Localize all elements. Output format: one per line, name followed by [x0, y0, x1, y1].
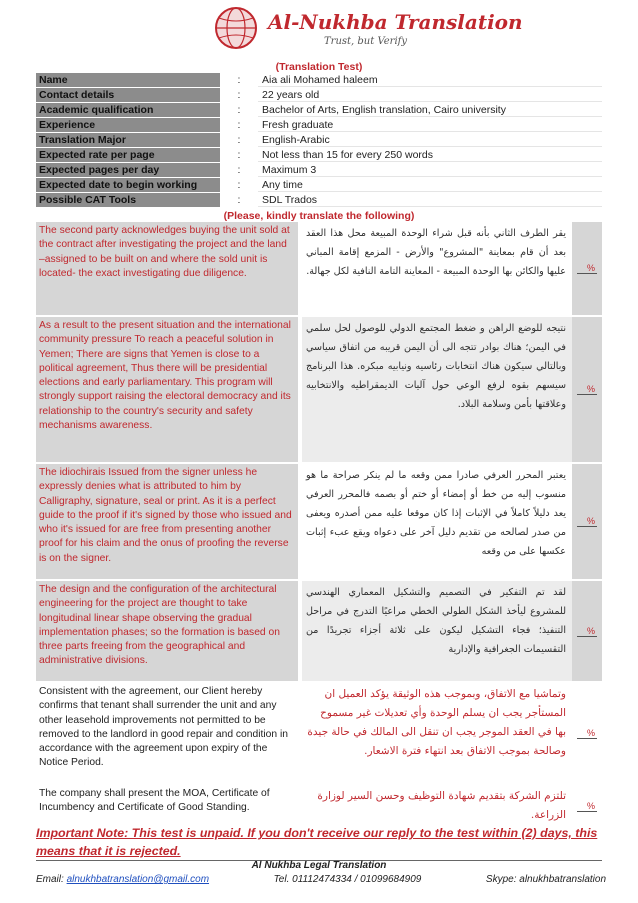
profile-label: Possible CAT Tools — [36, 193, 220, 207]
translation-row-6 — [36, 785, 602, 829]
colon: : — [237, 194, 241, 206]
colon: : — [237, 74, 241, 86]
email-link[interactable]: alnukhbatranslation@gmail.com — [66, 874, 210, 885]
translation-row-1 — [36, 222, 602, 317]
colon: : — [237, 119, 241, 131]
target-text: تلتزم الشركة بتقديم شهادة التوظيف وحسن السير لوزارة الزراعة. — [302, 785, 572, 827]
profile-value: English-Arabic — [258, 133, 602, 147]
profile-row-major — [36, 133, 602, 148]
profile-row-date — [36, 178, 602, 193]
source-text: The second party acknowledges buying the unit sold at the contract after investigating the project and the land –assigned to be built on and where the sold unit is located- the exact investigating due diligence. — [36, 222, 298, 315]
profile-label: Expected pages per day — [36, 163, 220, 177]
important-note: Important Note: This test is unpaid. If you don't receive our reply to the test within (2) days, this means that it is rejected. — [36, 826, 598, 858]
score-field: % — [572, 317, 602, 462]
translation-row-5 — [36, 683, 602, 785]
profile-value: SDL Trados — [258, 193, 602, 207]
translation-row-3 — [36, 464, 602, 581]
profile-value: 22 years old — [258, 88, 602, 102]
source-text: The design and the configuration of the architectural engineering for the project are thought to take longitudinal linear shape observing the gradual implementation phases; so the formation is based on three parts freeing from the geographical and administrative divisions. — [36, 581, 298, 681]
logo-title: Al-Nukhba Translation — [268, 10, 523, 34]
colon: : — [237, 164, 241, 176]
translation-row-2 — [36, 317, 602, 464]
profile-label: Academic qualification — [36, 103, 220, 117]
globe-seal-icon — [206, 4, 266, 54]
profile-value: Maximum 3 — [258, 163, 602, 177]
translation-table — [36, 222, 602, 829]
target-text: نتيجه للوضع الراهن و ضغط المجتمع الدولي للوصول لحل سلمي في اليمن؛ هناك بوادر تتجه الى أن اليمن قريبه من اتفاق سياسي وبالتالي سيكون هناك انتخابات رئاسيه ونيابيه مبكره. هذا البرنامج سيسهم بقوه لرفع الوعي حول آليات الديمقراطيه والانتخابيه وعلاقتها بأمن وسلامة البلاد. — [302, 317, 572, 462]
profile-label: Translation Major — [36, 133, 220, 147]
score-field: % — [572, 581, 602, 681]
footer-org: Al Nukhba Legal Translation — [251, 860, 387, 871]
source-text: The idiochirais Issued from the signer unless he expressly denies what is attributed to him by Calligraphy, signature, seal or print. As it is a perfect guide to the proof if it's signed by those who issued and who it's issued for are free from presenting another proof for his claim and the onus of proofing the reverse is on the signer. — [36, 464, 298, 579]
score-field: % — [572, 683, 602, 783]
target-text: لقد تم التفكير في التصميم والتشكيل المعماري الهندسي للمشروع ليأخذ الشكل الطولي الخطي مراعيًا التدرج في مراحل التنفيذ؛ فجاء التشكيل ليكون على ثلاثة أجزاء تجريدًا من التقسيمات الجغرافية والإدارية — [302, 581, 572, 681]
colon: : — [237, 179, 241, 191]
footer-tel: Tel. 01112474334 / 01099684909 — [273, 874, 422, 885]
profile-label: Expected rate per page — [36, 148, 220, 162]
profile-row-name — [36, 73, 602, 88]
profile-label: Expected date to begin working — [36, 178, 220, 192]
profile-row-experience — [36, 118, 602, 133]
colon: : — [237, 104, 241, 116]
profile-value: Any time — [258, 178, 602, 192]
email-label: Email: — [36, 874, 64, 885]
target-text: وتماشيا مع الاتفاق، وبموجب هذه الوثيقة يؤكد العميل ان المستأجر يجب ان يسلم الوحدة وأي تعديلات غير مسموح بها في العقد الموجر يجب ان تنقل الى المالك في حالة جيدة وصالحة بموجب الاتفاق بعد انتهاء فترة الاشعار. — [302, 683, 572, 783]
profile-value: Aia ali Mohamed haleem — [258, 73, 602, 87]
profile-row-rate — [36, 148, 602, 163]
colon: : — [237, 89, 241, 101]
company-logo — [206, 4, 523, 54]
footer-skype: Skype: alnukhbatranslation — [485, 874, 606, 885]
profile-label: Contact details — [36, 88, 220, 102]
colon: : — [237, 134, 241, 146]
profile-value: Fresh graduate — [258, 118, 602, 132]
profile-value: Not less than 15 for every 250 words — [258, 148, 602, 162]
score-field: % — [572, 222, 602, 315]
profile-row-academic — [36, 103, 602, 118]
logo-tagline: Trust, but Verify — [324, 36, 407, 47]
profile-table — [36, 73, 602, 208]
colon: : — [237, 149, 241, 161]
source-text: As a result to the present situation and the international community pressure To reach a peaceful solution in Yemen; There are signs that Yemen is close to a political agreement, Thus there will be presidential elections and early parliamentary. This program will strongly support raising the electoral democracy and its relationship to the country's security and safety mechanisms awareness. — [36, 317, 298, 462]
profile-label: Experience — [36, 118, 220, 132]
profile-row-contact — [36, 88, 602, 103]
instruction-title: (Please, kindly translate the following) — [223, 210, 415, 222]
score-field: % — [572, 785, 602, 827]
translation-row-4 — [36, 581, 602, 683]
profile-label: Name — [36, 73, 220, 87]
score-field: % — [572, 464, 602, 579]
source-text: Consistent with the agreement, our Client hereby confirms that tenant shall surrender the unit and any other leasehold improvements not permitted to be removed to the landlord in good repair and condition in accordance with the agreement upon expiry of the Notice Period. — [36, 683, 298, 783]
target-text: يقر الطرف الثاني بأنه قبل شراء الوحدة المبيعة محل هذا العقد بعد أن قام بمعاينة "المشروع" والأرض - المزمع إقامة المباني عليها والكائن بها الوحدة المبيعة - المعاينة التامة النافية لكل جهالة. — [302, 222, 572, 315]
source-text: The company shall present the MOA, Certificate of Incumbency and Certificate of Good Standing. — [36, 785, 298, 827]
profile-value: Bachelor of Arts, English translation, Cairo university — [258, 103, 602, 117]
target-text: يعتبر المحرر العرفي صادرا ممن وقعه ما لم ينكر صراحة ما هو منسوب إليه من خط أو إمضاء أو ختم أو بصمه فالمحرر العرفي يعد دليلاً كاملاً في الإثبات إذا كان موقعا عليه ممن أصدره ويعفى من صدر لصالحه من تقديم دليل آخر على دعواه ويقع عبء إثبات عكسها على من وقعه — [302, 464, 572, 579]
profile-row-pages — [36, 163, 602, 178]
test-title: (Translation Test) — [275, 61, 363, 73]
profile-row-cat-tools — [36, 193, 602, 208]
footer-email-block — [36, 874, 209, 885]
footer-contact — [36, 874, 606, 885]
